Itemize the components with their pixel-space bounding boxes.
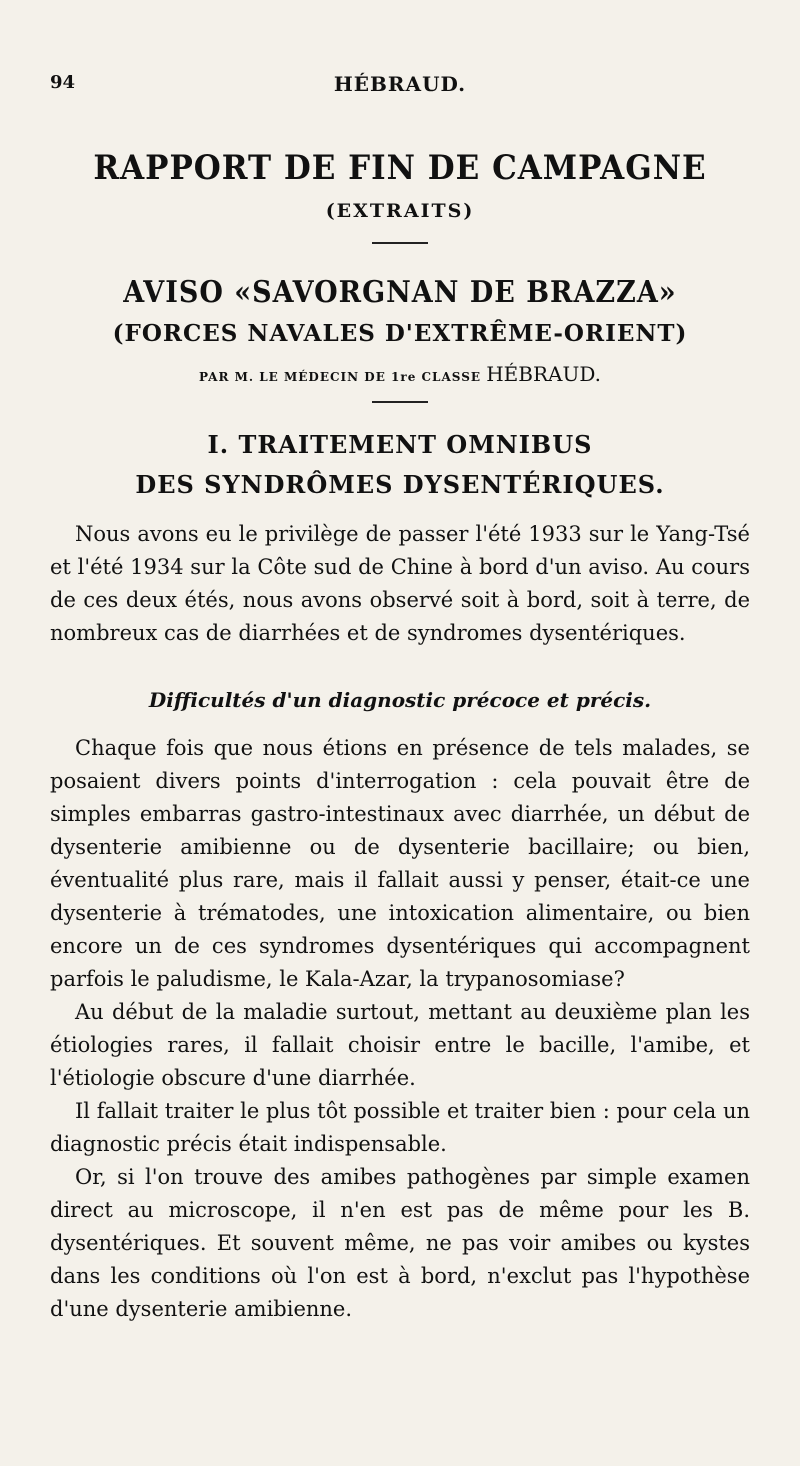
paragraph: Au début de la maladie surtout, mettant au deuxième plan les étiologies rares, il fallait choisir entre le bacille, l'amibe, et l'étiologie obscure d'une diarrhée. (50, 1000, 750, 1090)
byline-prefix: PAR M. LE MÉDECIN DE 1re CLASSE (198, 370, 482, 384)
author-byline (40, 362, 760, 386)
paragraph: Or, si l'on trouve des amibes pathogènes par simple examen direct au microscope, il n'en est pas de même pour les B. dysentériques. Et souvent même, ne pas voir amibes ou kystes dans les conditions où l'on est à bord, n'exclut pas l'hypothèse d'une dysenterie amibienne. (50, 1165, 750, 1321)
paragraph: Il fallait traiter le plus tôt possible et traiter bien : pour cela un diagnostic précis était indispensable. (50, 1099, 750, 1156)
divider-rule (372, 242, 428, 244)
ship-name: AVISO «SAVORGNAN DE BRAZZA» (123, 275, 677, 310)
fleet-name: (FORCES NAVALES D'EXTRÊME-ORIENT) (112, 320, 688, 347)
paragraph: Chaque fois que nous étions en présence de tels malades, se posaient divers points d'interrogation : cela pouvait être de simples embarras gastro-intestinaux avec diarrhée, un début de dysenterie amibienne ou de dysenterie bacillaire; ou bien, éventualité plus rare, mais il fallait aussi y penser, était-ce une dysenterie à trématodes, une intoxication alimentaire, ou bien encore un de ces syndromes dysentériques qui accompagnent parfois le paludisme, le Kala-Azar, la trypanosomiase? (50, 736, 750, 991)
page-header (50, 72, 750, 102)
intro-paragraph-block (50, 518, 750, 650)
divider-rule (372, 401, 428, 403)
body-paragraphs (50, 732, 750, 1326)
report-title: RAPPORT DE FIN DE CAMPAGNE (93, 148, 707, 188)
running-title: HÉBRAUD. (333, 72, 467, 96)
page-number: 94 (50, 72, 76, 93)
subheading: Difficultés d'un diagnostic précoce et précis. (148, 688, 652, 712)
section-heading-line1: I. TRAITEMENT OMNIBUS (207, 430, 593, 459)
author-name: HÉBRAUD. (486, 362, 601, 386)
section-heading-line2: DES SYNDRÔMES DYSENTÉRIQUES. (135, 470, 665, 499)
report-subtitle: (EXTRAITS) (325, 200, 475, 222)
intro-paragraph: Nous avons eu le privilège de passer l'été 1933 sur le Yang-Tsé et l'été 1934 sur la Côte sud de Chine à bord d'un aviso. Au cours de ces deux étés, nous avons observé soit à bord, soit à terre, de nombreux cas de diarrhées et de syndromes dysentériques. (50, 522, 750, 645)
